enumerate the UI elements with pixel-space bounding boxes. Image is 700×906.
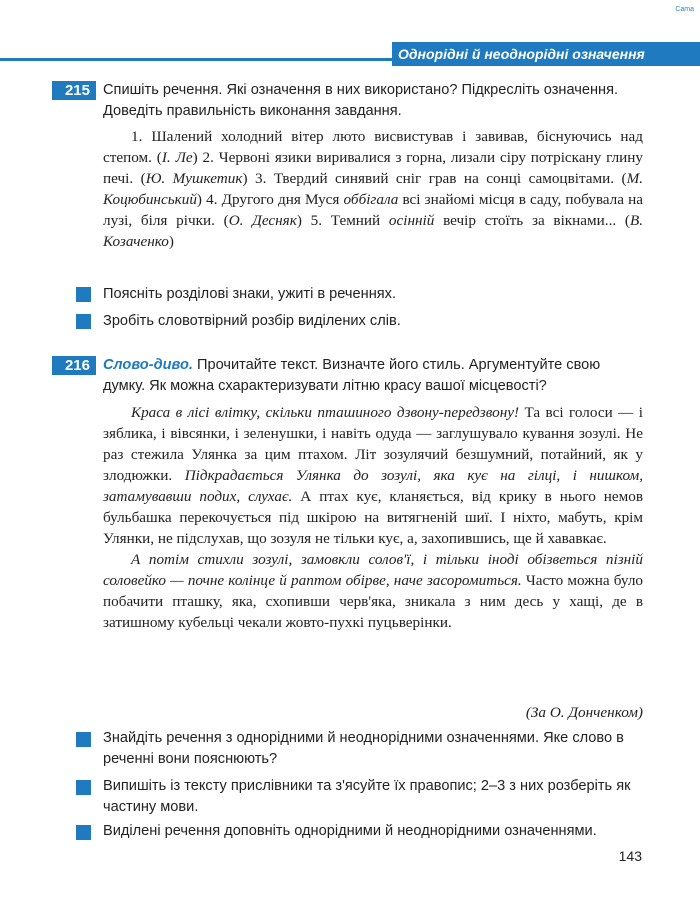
sentence-2: 2. Червоні язики виривалися з горна, лизали сіру потріскану глину печі. (Ю. Мушкетик) [103, 149, 644, 187]
sentence-4: 4. Другого дня Муся оббігала всі знайомі місця в саду, побувала на лузі, біля річки. (О. Десняк) [103, 191, 643, 229]
attribution: (За О. Донченком) [525, 704, 643, 721]
exercise-215-instruction: Спишіть речення. Які означення в них використано? Підкресліть означення. Доведіть правильність виконання завдання. [103, 82, 619, 119]
exercise-215-task-2: Зробіть словотвірний розбір виділених слів. [103, 313, 401, 329]
section-title: Однорідні й неоднорідні означення [392, 42, 700, 66]
exercise-216-task-1: Знайдіть речення з однорідними й неоднорідними означеннями. Яке слово в реченні вони пояснюють? [103, 730, 624, 767]
exercise-216-instruction: Слово-диво. Прочитайте текст. Визначте його стиль. Аргументуйте свою думку. Як можна схарактеризувати літню красу вашої місцевості? [103, 357, 601, 394]
exercise-215-task-1: Поясніть розділові знаки, ужиті в реченнях. [103, 286, 397, 302]
sentence-3: 3. Твердий синявий сніг грав на сонці самоцвітами. (М. Коцюбинський) [103, 170, 644, 208]
corner-mark: Cama [675, 6, 694, 13]
task-bullet-icon [76, 825, 91, 840]
task-bullet-icon [76, 314, 91, 329]
exercise-216-lead: Слово-диво. [103, 357, 193, 373]
exercise-216-task-2: Випишіть із тексту прислівники та з'ясуйте їх правопис; 2–3 з них розберіть як частину мови. [103, 778, 631, 815]
sentence-1: 1. Шалений холодний вітер люто висвистував і завивав, біснуючись над степом. (І. Ле) [103, 128, 644, 166]
exercise-number-215: 215 [52, 81, 96, 100]
exercise-216-task-3: Виділені речення доповніть однорідними й неоднорідними означеннями. [103, 823, 597, 839]
text-paragraph-2: А потім стихли зозулі, замовкли солов'ї, і тільки іноді обізветься пізній соловейко — почне колінце й раптом обірве, наче засоромиться. Часто можна було побачити пташку, яка, схопивши черв'яка, зникала з ним десь у хащі, де в затишному кубельці чекали жовто-пухкі пуцьверінки. [103, 551, 643, 631]
exercise-number-216: 216 [52, 356, 96, 375]
sentence-5: 5. Темний осінній вечір стоїть за вікнами... (В. Козаченко) [103, 212, 644, 250]
task-bullet-icon [76, 732, 91, 747]
exercise-215-sentences [103, 126, 643, 252]
task-bullet-icon [76, 780, 91, 795]
exercise-216-text [103, 402, 643, 633]
task-bullet-icon [76, 287, 91, 302]
text-paragraph-1: Краса в лісі влітку, скільки пташиного дзвону-передзвону! Та всі голоси — і зяблика, і вівсянки, і зеленушки, і навіть одуда — заглушувало кування зозулі. Не раз стежила Улянка за цим птахом. Літ зозулячий безшумний, потайний, як у злодюжки. Підкрадається Улянка до зозулі, яка кує на гілці, і нишком, затамувавши подих, слухає. А птах кує, кланяється, від крику в нього немов бульбашка перекочується під шкірою на витягненій шиї. І ніхто, мабуть, крім Улянки, не підслухав, що зозуля не тільки кує, а, захопившись, ще й хававкає. [103, 404, 644, 547]
page-number: 143 [618, 848, 642, 864]
